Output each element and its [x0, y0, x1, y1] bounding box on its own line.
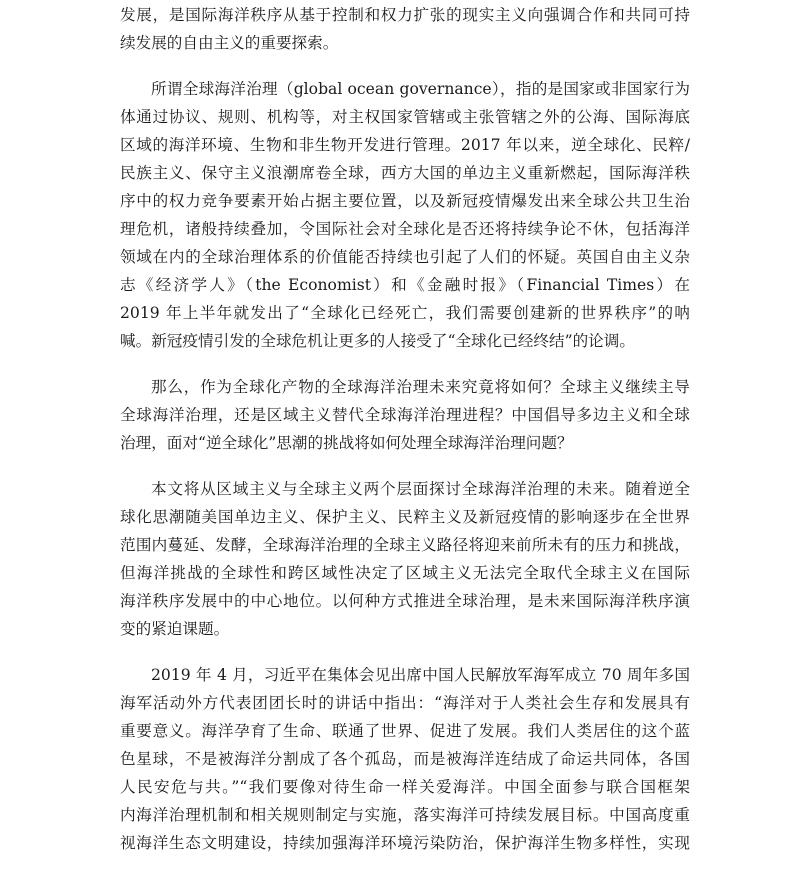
text-line: 民族主义、保守主义浪潮席卷全球，西方大国的单边主义重新燃起，国际海洋秩 — [120, 164, 690, 182]
text-line: 体通过协议、规则、机构等，对主权国家管辖或主张管辖之外的公海、国际海底 — [120, 108, 690, 126]
text-line: 那么，作为全球化产物的全球海洋治理未来究竟将如何？全球主义继续主导 — [151, 378, 690, 396]
text-line: 内海洋治理机制和相关规则制定与实施，落实海洋可持续发展目标。中国高度重 — [120, 806, 690, 824]
text-line: 球化思潮随美国单边主义、保护主义、民粹主义及新冠疫情的影响逐步在全世界 — [120, 508, 690, 526]
text-line: 发展，是国际海洋秩序从基于控制和权力扩张的现实主义向强调合作和共同可持 — [120, 6, 690, 24]
text-line: 区域的海洋环境、生物和非生物开发进行管理。2017 年以来，逆全球化、民粹/ — [120, 136, 690, 154]
text-line: 2019 年上半年就发出了“全球化已经死亡，我们需要创建新的世界秩序”的呐 — [120, 304, 690, 322]
text-line: 全球海洋治理，还是区域主义替代全球海洋治理进程？中国倡导多边主义和全球 — [120, 406, 690, 424]
text-line: 重要意义。海洋孕育了生命、联通了世界、促进了发展。我们人类居住的这个蓝 — [120, 722, 690, 740]
text-line: 所谓全球海洋治理（global ocean governance），指的是国家或非国家行为 — [151, 80, 690, 98]
text-line: 领域在内的全球治理体系的价值能否持续也引起了人们的怀疑。英国自由主义杂 — [120, 248, 690, 266]
text-line: 人民安危与共。”“我们要像对待生命一样关爱海洋。中国全面参与联合国框架 — [120, 778, 690, 796]
text-line: 本文将从区域主义与全球主义两个层面探讨全球海洋治理的未来。随着逆全 — [151, 480, 690, 498]
text-line: 海军活动外方代表团团长时的讲话中指出：“海洋对于人类社会生存和发展具有 — [120, 694, 690, 712]
text-line: 续发展的自由主义的重要探索。 — [120, 34, 339, 52]
text-line: 治理，面对“逆全球化”思潮的挑战将如何处理全球海洋治理问题？ — [120, 434, 573, 452]
text-line: 序中的权力竞争要素开始占据主要位置，以及新冠疫情爆发出来全球公共卫生治 — [120, 192, 690, 210]
text-line: 喊。新冠疫情引发的全球危机让更多的人接受了“全球化已经终结”的论调。 — [120, 332, 635, 350]
text-line: 范围内蔓延、发酵，全球海洋治理的全球主义路径将迎来前所未有的压力和挑战， — [120, 536, 690, 554]
text-line: 视海洋生态文明建设，持续加强海洋环境污染防治，保护海洋生物多样性，实现 — [120, 834, 690, 852]
text-line: 2019 年 4 月，习近平在集体会见出席中国人民解放军海军成立 70 周年多国 — [151, 666, 690, 684]
text-line: 海洋秩序发展中的中心地位。以何种方式推进全球治理，是未来国际海洋秩序演 — [120, 592, 690, 610]
text-line: 理危机，诸般持续叠加，令国际社会对全球化是否还将持续争论不休，包括海洋 — [120, 220, 690, 238]
text-line: 但海洋挑战的全球性和跨区域性决定了区域主义无法完全取代全球主义在国际 — [120, 564, 690, 582]
text-line: 变的紧迫课题。 — [120, 620, 230, 638]
text-line: 志《经济学人》（the Economist）和《金融时报》（Financial Times）在 — [120, 276, 690, 294]
text-line: 色星球，不是被海洋分割成了各个孤岛，而是被海洋连结成了命运共同体，各国 — [120, 750, 690, 768]
